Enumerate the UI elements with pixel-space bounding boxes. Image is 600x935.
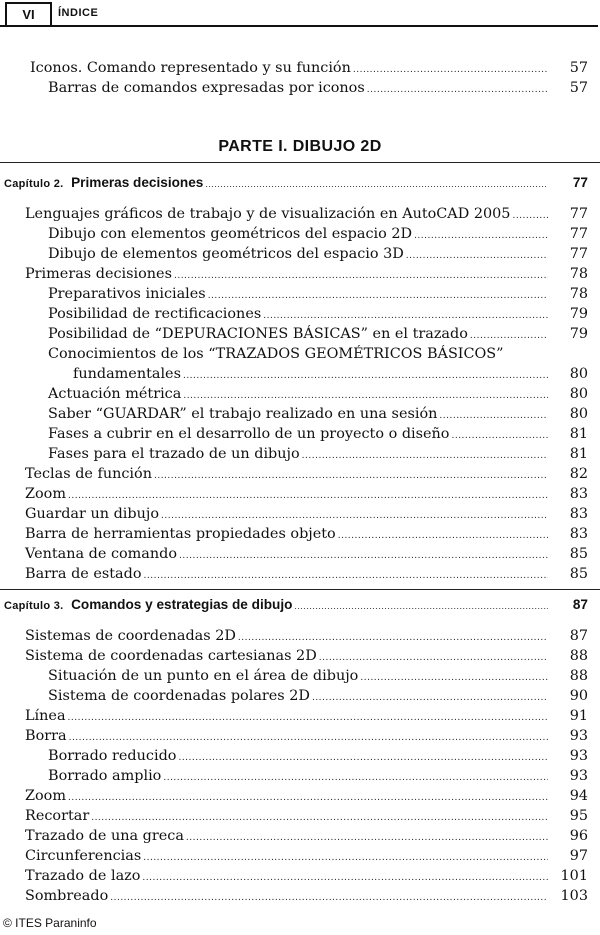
chapter-page: 77 [572, 175, 588, 190]
publisher-footer: © ITES Paraninfo [3, 916, 97, 930]
toc-entry-title: Ventana de comando [25, 546, 178, 562]
toc-entry-page: 77 [569, 226, 588, 242]
part-rule [0, 162, 600, 163]
dot-leader [312, 688, 548, 708]
toc-entry-title: Dibujo con elementos geométricos del espacio 2D [48, 226, 413, 242]
dot-leader [263, 306, 548, 326]
toc-entry-page: 85 [569, 566, 588, 582]
toc-entry-page: 78 [569, 286, 588, 302]
chapter-title [4, 595, 292, 616]
toc-entry [25, 646, 588, 666]
toc-entry-title: Lenguajes gráficos de trabajo y de visualización en AutoCAD 2005 [25, 206, 511, 222]
toc-entry-page: 82 [569, 466, 588, 482]
dot-leader [294, 596, 548, 616]
toc-entry-title: Primeras decisiones [25, 266, 172, 282]
toc-entry-title: Actuación métrica [48, 386, 182, 402]
toc-entry-title: Barra de estado [25, 566, 142, 582]
toc-entry-title: Situación de un punto en el área de dibujo [48, 668, 359, 684]
toc-entry-page: 101 [560, 868, 588, 884]
dot-leader [68, 708, 548, 728]
toc-entry-title: Recortar [25, 808, 90, 824]
toc-entry [25, 564, 588, 584]
toc-entry-title: Fases para el trazado de un dibujo [48, 446, 300, 462]
toc-entry-title-line1: Conocimientos de los “TRAZADOS GEOMÉTRICOS BÁSICOS” [48, 346, 504, 362]
toc-entry [48, 404, 588, 424]
chapter-heading [4, 595, 588, 615]
dot-leader [183, 386, 548, 406]
toc-entry [48, 384, 588, 404]
toc-entry-page: 97 [569, 848, 588, 864]
dot-leader [163, 768, 548, 788]
dot-leader [69, 728, 548, 748]
dot-leader [154, 466, 548, 486]
toc-entry-page: 93 [569, 748, 588, 764]
toc-entry [48, 78, 588, 98]
toc-entry [48, 424, 588, 444]
dot-leader [161, 506, 548, 526]
toc-entry-title: Trazado de lazo [25, 868, 141, 884]
toc-entry [48, 284, 588, 304]
dot-leader [406, 246, 548, 266]
chapter-rule [0, 589, 600, 590]
toc-entry-title: Posibilidad de “DEPURACIONES BÁSICAS” en el trazado [48, 326, 468, 342]
toc-entry [25, 826, 588, 846]
toc-entry-page: 57 [569, 60, 588, 76]
chapter-prefix: Capítulo 3. [4, 600, 64, 612]
toc-entry-page: 83 [569, 486, 588, 502]
toc-entry [25, 264, 588, 284]
toc-entry-page: 87 [569, 628, 588, 644]
dot-leader [142, 868, 548, 888]
toc-entry-title: Borrado reducido [48, 748, 177, 764]
toc-entry [25, 846, 588, 866]
toc-entry-page: 81 [569, 446, 588, 462]
toc-entry [25, 806, 588, 826]
dot-leader [68, 486, 548, 506]
running-title: ÍNDICE [58, 7, 99, 19]
part-title: PARTE I. DIBUJO 2D [218, 138, 382, 155]
toc-entry [48, 324, 588, 344]
dot-leader [91, 808, 548, 828]
dot-leader [110, 888, 548, 908]
toc-entry-title: Fases a cubrir en el desarrollo de un proyecto o diseño [48, 426, 450, 442]
toc-entry [25, 886, 588, 906]
toc-entry-title: Barras de comandos expresadas por iconos [48, 80, 365, 96]
dot-leader [451, 426, 548, 446]
toc-entry-title: Zoom [25, 486, 66, 502]
toc-entry-page: 94 [569, 788, 588, 804]
toc-entry-title: Zoom [25, 788, 66, 804]
toc-entry [48, 686, 588, 706]
toc-entry-page: 57 [569, 80, 588, 96]
toc-entry [48, 304, 588, 324]
chapter-heading [4, 173, 588, 193]
dot-leader [353, 60, 548, 80]
toc-entry-page: 95 [569, 808, 588, 824]
dot-leader [319, 648, 548, 668]
dot-leader [512, 206, 548, 226]
toc-entry [48, 766, 588, 786]
toc-entry-page: 103 [560, 888, 588, 904]
toc-entry [25, 626, 588, 646]
toc-entry [25, 504, 588, 524]
toc-entry [48, 666, 588, 686]
toc-entry [73, 364, 588, 384]
toc-entry-page: 88 [569, 668, 588, 684]
toc-entry-page: 83 [569, 526, 588, 542]
dot-leader [183, 366, 548, 386]
toc-entry-title: Posibilidad de rectificaciones [48, 306, 262, 322]
toc-entry-page: 77 [569, 206, 588, 222]
toc-entry [48, 746, 588, 766]
toc-entry-page: 96 [569, 828, 588, 844]
toc-entry-page: 80 [569, 406, 588, 422]
dot-leader [68, 788, 548, 808]
toc-entry [30, 58, 588, 78]
toc-entry-title: Borrado amplio [48, 768, 162, 784]
toc-entry-page: 80 [569, 386, 588, 402]
dot-leader [143, 848, 548, 868]
toc-entry [25, 706, 588, 726]
toc-entry [25, 524, 588, 544]
toc-entry-page: 85 [569, 546, 588, 562]
toc-entry-title: Iconos. Comando representado y su función [30, 60, 351, 76]
toc-entry-title: Circunferencias [25, 848, 142, 864]
dot-leader [208, 286, 548, 306]
toc-entry-title: Teclas de función [25, 466, 152, 482]
dot-leader [470, 326, 548, 346]
dot-leader [205, 174, 548, 194]
toc-entry [25, 464, 588, 484]
toc-entry-title: Dibujo de elementos geométricos del espacio 3D [48, 246, 404, 262]
toc-entry-page: 79 [569, 306, 588, 322]
page-number: VI [5, 2, 52, 26]
dot-leader [144, 566, 548, 586]
toc-entry-title: Línea [25, 708, 66, 724]
dot-leader [414, 226, 548, 246]
toc-entry-title: Sistema de coordenadas cartesianas 2D [25, 648, 317, 664]
dot-leader [179, 546, 548, 566]
chapter-name: Primeras decisiones [71, 175, 204, 190]
dot-leader [174, 266, 548, 286]
toc-entry-title: Guardar un dibujo [25, 506, 159, 522]
chapter-name: Comandos y estrategias de dibujo [71, 597, 293, 612]
toc-entry [48, 224, 588, 244]
toc-entry-page: 91 [569, 708, 588, 724]
toc-entry [25, 544, 588, 564]
toc-entry [48, 444, 588, 464]
toc-entry-page: 81 [569, 426, 588, 442]
toc-entry-page: 93 [569, 768, 588, 784]
toc-entry [48, 244, 588, 264]
toc-entry-page: 80 [569, 366, 588, 382]
toc-entry [25, 484, 588, 504]
toc-entry-page: 77 [569, 246, 588, 262]
dot-leader [338, 526, 548, 546]
toc-entry-page: 83 [569, 506, 588, 522]
toc-entry-page: 79 [569, 326, 588, 342]
toc-entry [25, 866, 588, 886]
toc-entry-page: 88 [569, 648, 588, 664]
dot-leader [178, 748, 548, 768]
dot-leader [302, 446, 548, 466]
toc-entry [25, 204, 588, 224]
toc-entry-title: Saber “GUARDAR” el trabajo realizado en una sesión [48, 406, 438, 422]
dot-leader [238, 628, 548, 648]
toc-entry-title: Sistemas de coordenadas 2D [25, 628, 236, 644]
chapter-title [4, 173, 203, 194]
toc-entry-title: Barra de herramientas propiedades objeto [25, 526, 336, 542]
toc-entry-title: fundamentales [73, 366, 181, 382]
chapter-prefix: Capítulo 2. [4, 178, 64, 190]
dot-leader [186, 828, 548, 848]
toc-entry [25, 726, 588, 746]
header-rule [0, 25, 598, 27]
chapter-page: 87 [572, 597, 588, 612]
toc-entry-title: Sombreado [25, 888, 109, 904]
dot-leader [360, 668, 548, 688]
toc-entry-title: Preparativos iniciales [48, 286, 206, 302]
dot-leader [367, 80, 548, 100]
toc-entry-title: Sistema de coordenadas polares 2D [48, 688, 310, 704]
toc-entry-title: Trazado de una greca [25, 828, 184, 844]
running-header [0, 0, 600, 28]
toc-entry-page: 93 [569, 728, 588, 744]
toc-entry-page: 78 [569, 266, 588, 282]
dot-leader [439, 406, 548, 426]
toc-entry-title: Borra [25, 728, 67, 744]
toc-entry-page: 90 [569, 688, 588, 704]
toc-entry [25, 786, 588, 806]
